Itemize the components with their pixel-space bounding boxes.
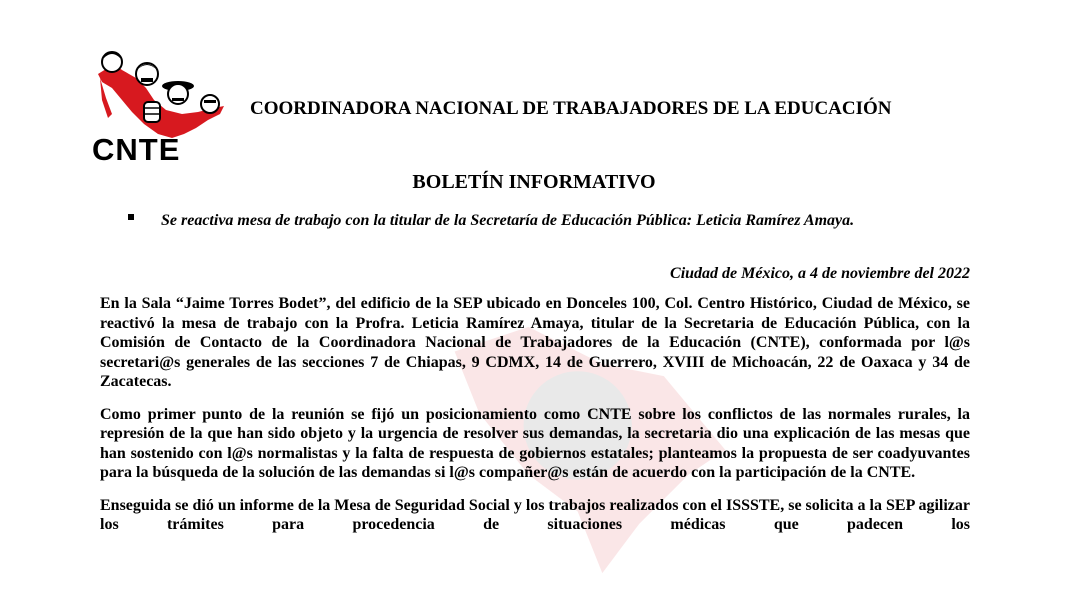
body-paragraph: Como primer punto de la reunión se fijó un posicionamiento como CNTE sobre los conflictos de las normales rurales, la represión de la que han sido objeto y la urgencia de resolver sus demandas, la secretaria dio una explicación de las mesas que han sostenido con l@s normalistas y la falta de respuesta de gobiernos estatales; planteamos la propuesta de ser coadyuvantes para la búsqueda de la solución de las demandas si l@s compañer@s están de acuerdo con la participación de la CNTE. [100, 405, 970, 481]
body-paragraph: En la Sala “Jaime Torres Bodet”, del edificio de la SEP ubicado en Donceles 100, Col. Centro Histórico, Ciudad de México, se reactivó la mesa de trabajo con la Profra. Leticia Ramírez Amaya, titular de la Secretaria de Educación Pública, con la Comisión de Contacto de la Coordinadora Nacional de Trabajadores de la Educación (CNTE), conformada por l@s secretari@s generales de las secciones 7 de Chiapas, 9 CDMX, 14 de Guerrero, XVIII de Michoacán, 22 de Oaxaca y 34 de Zacatecas. [100, 295, 970, 390]
bulletin-title: BOLETÍN INFORMATIVO [412, 171, 656, 193]
body-paragraph: Enseguida se dió un informe de la Mesa de Seguridad Social y los trabajos realizados con el ISSSTE, se solicita a la SEP agilizar los trámites para procedencia de situaciones médicas que padecen los [100, 496, 970, 533]
organization-name: COORDINADORA NACIONAL DE TRABAJADORES DE LA EDUCACIÓN [250, 98, 892, 119]
highlight-list-item [128, 211, 970, 230]
logo-wordmark: CNTE [92, 132, 181, 167]
highlight-text: Se reactiva mesa de trabajo con la titular de la Secretaría de Educación Pública: Leticia Ramírez Amaya. [161, 212, 855, 229]
bulletin-body [100, 294, 970, 548]
square-bullet-icon [128, 214, 134, 220]
dateline: Ciudad de México, a 4 de noviembre del 2022 [670, 265, 970, 282]
